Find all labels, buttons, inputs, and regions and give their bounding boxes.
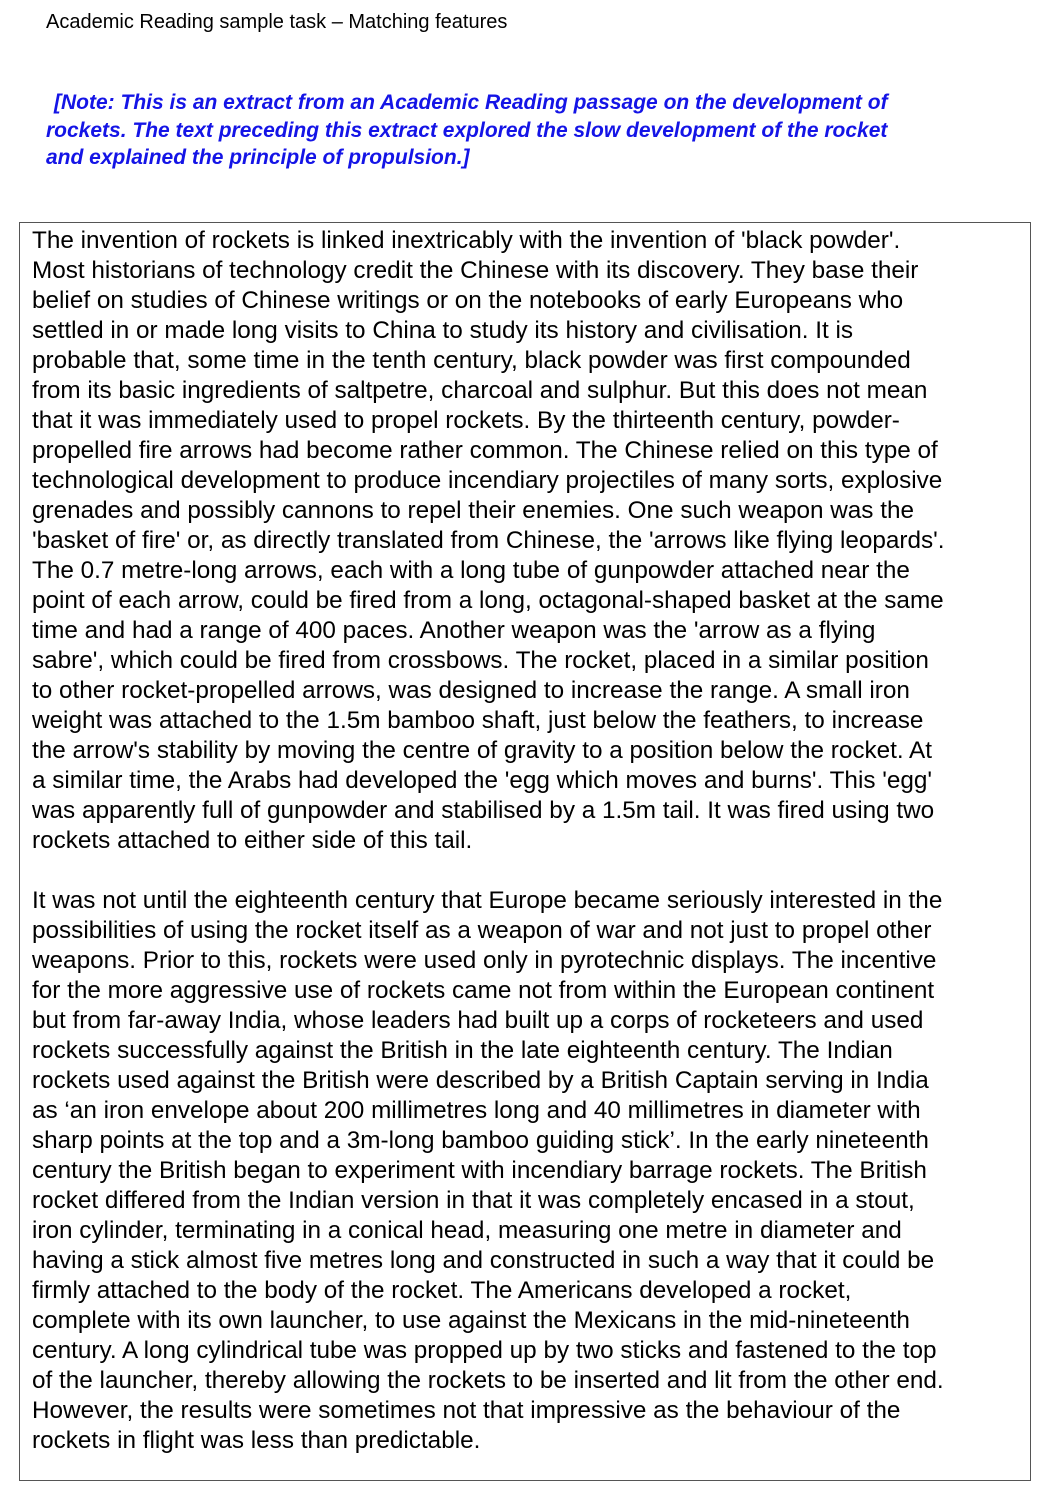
note-line: rockets. The text preceding this extract explored the slow development of the rocket <box>46 118 888 142</box>
paragraph-2 <box>32 886 1027 1456</box>
passage-line: of the launcher, thereby allowing the rockets to be inserted and lit from the other end. <box>32 1367 944 1394</box>
passage-line: However, the results were sometimes not that impressive as the behaviour of the <box>32 1397 901 1424</box>
passage-line: rockets in flight was less than predictable. <box>32 1427 481 1454</box>
passage-line: but from far-away India, whose leaders had built up a corps of rocketeers and used <box>32 1007 924 1034</box>
passage-line: sabre', which could be fired from crossbows. The rocket, placed in a similar position <box>32 647 929 674</box>
page-title: Academic Reading sample task – Matching features <box>46 11 508 33</box>
passage-line: technological development to produce incendiary projectiles of many sorts, explosive <box>32 467 943 494</box>
passage-line: for the more aggressive use of rockets came not from within the European continent <box>32 977 935 1004</box>
passage-line: It was not until the eighteenth century that Europe became seriously interested in the <box>32 887 943 914</box>
passage-line: Most historians of technology credit the Chinese with its discovery. They base their <box>32 257 919 284</box>
passage-line: complete with its own launcher, to use against the Mexicans in the mid-nineteenth <box>32 1307 910 1334</box>
passage-line: settled in or made long visits to China to study its history and civilisation. It is <box>32 317 854 344</box>
passage-line: The 0.7 metre-long arrows, each with a long tube of gunpowder attached near the <box>32 557 910 584</box>
passage-line: century the British began to experiment with incendiary barrage rockets. The British <box>32 1157 927 1184</box>
note-line: and explained the principle of propulsion.] <box>46 146 470 169</box>
passage-line: probable that, some time in the tenth century, black powder was first compounded <box>32 347 911 374</box>
passage-line: firmly attached to the body of the rocket. The Americans developed a rocket, <box>32 1277 852 1304</box>
passage-line: a similar time, the Arabs had developed the 'egg which moves and burns'. This 'egg' <box>32 767 933 794</box>
paragraph-1 <box>32 226 1027 856</box>
passage-line: possibilities of using the rocket itself as a weapon of war and not just to propel other <box>32 917 932 944</box>
note-line: [Note: This is an extract from an Academic Reading passage on the development of <box>54 91 888 114</box>
passage-line: weapons. Prior to this, rockets were used only in pyrotechnic displays. The incentive <box>32 947 937 974</box>
passage-line: propelled fire arrows had become rather common. The Chinese relied on this type of <box>32 437 938 464</box>
passage-line: rockets successfully against the British in the late eighteenth century. The Indian <box>32 1037 893 1064</box>
passage-line: iron cylinder, terminating in a conical head, measuring one metre in diameter and <box>32 1217 902 1244</box>
passage-line: having a stick almost five metres long and constructed in such a way that it could be <box>32 1247 935 1274</box>
passage-line: 'basket of fire' or, as directly translated from Chinese, the 'arrows like flying leopards'. <box>32 527 945 554</box>
passage-line: The invention of rockets is linked inextricably with the invention of 'black powder'. <box>32 227 901 254</box>
editor-note <box>46 89 1021 172</box>
passage-line: sharp points at the top and a 3m-long bamboo guiding stick’. In the early nineteenth <box>32 1127 929 1154</box>
passage-line: that it was immediately used to propel rockets. By the thirteenth century, powder- <box>32 407 900 434</box>
passage-line: rockets used against the British were described by a British Captain serving in India <box>32 1067 929 1094</box>
passage-line: time and had a range of 400 paces. Another weapon was the 'arrow as a flying <box>32 617 876 644</box>
reading-passage <box>32 226 1027 1456</box>
passage-line: as ‘an iron envelope about 200 millimetres long and 40 millimetres in diameter with <box>32 1097 921 1124</box>
passage-line: was apparently full of gunpowder and stabilised by a 1.5m tail. It was fired using two <box>32 797 935 824</box>
passage-line: rocket differed from the Indian version in that it was completely encased in a stout, <box>32 1187 915 1214</box>
passage-line: century. A long cylindrical tube was propped up by two sticks and fastened to the top <box>32 1337 937 1364</box>
passage-line: rockets attached to either side of this tail. <box>32 827 473 854</box>
passage-line: belief on studies of Chinese writings or on the notebooks of early Europeans who <box>32 287 904 314</box>
passage-line: from its basic ingredients of saltpetre, charcoal and sulphur. But this does not mean <box>32 377 928 404</box>
passage-line: point of each arrow, could be fired from a long, octagonal-shaped basket at the same <box>32 587 944 614</box>
reading-passage-box <box>19 222 1031 1481</box>
passage-line: the arrow's stability by moving the centre of gravity to a position below the rocket. At <box>32 737 933 764</box>
passage-line: weight was attached to the 1.5m bamboo shaft, just below the feathers, to increase <box>32 707 924 734</box>
passage-line: to other rocket-propelled arrows, was designed to increase the range. A small iron <box>32 677 910 704</box>
paragraph-gap <box>32 856 1027 886</box>
passage-line: grenades and possibly cannons to repel their enemies. One such weapon was the <box>32 497 914 524</box>
